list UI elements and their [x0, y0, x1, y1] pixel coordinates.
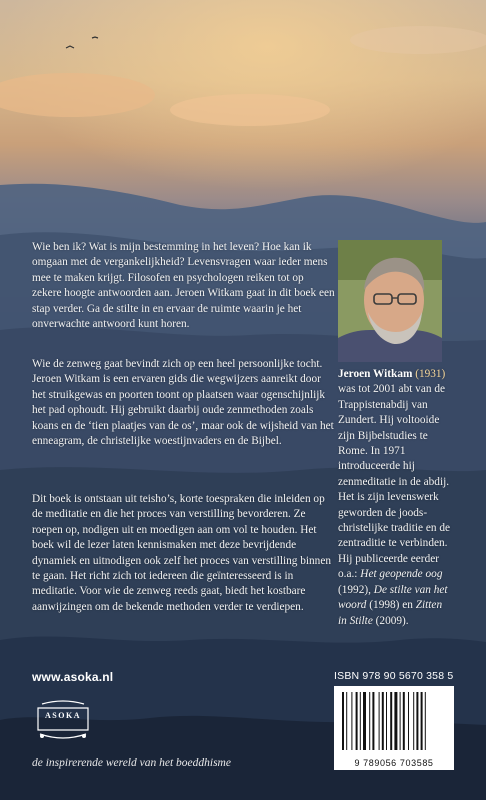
- bio-end: (2009).: [372, 614, 409, 627]
- barcode-digits: 9 789056 703585: [354, 758, 434, 768]
- asoka-logo-icon: [34, 700, 92, 742]
- author-photo: [338, 240, 442, 362]
- book-title-2: De stilte van het woord: [338, 583, 448, 612]
- author-birth-year: (1931): [415, 368, 446, 380]
- publisher-website[interactable]: www.asoka.nl: [32, 670, 114, 684]
- barcode: [334, 686, 454, 770]
- bio-separator-2: (1998) en: [366, 599, 416, 612]
- book-title-1: Het geopende oog: [360, 568, 443, 581]
- blurb-paragraph-3: Dit boek is ontstaan uit teisho’s, korte toespraken die inleiden op de meditatie en die het proces van verstilling bevorderen. Ze roepen op, nodigen uit en moedigen aan om vol te houden. Het boek wil de lezer laten kennismaken met deze bevrijdende dynamiek en uitnodigen ook zelf het proces van verstilling binnen te gaan. Het richt zich tot iedereen die geïnteresseerd is in meditatie. Voor wie de zenweg reeds gaat, biedt het kostbare aanwijzingen om de bekende methoden verder te verdiepen.: [32, 493, 331, 613]
- author-name: Jeroen Witkam: [338, 368, 413, 380]
- blurb-paragraph-1: Wie ben ik? Wat is mijn bestemming in het leven? Hoe kan ik omgaan met de vergankelijkheid? Levensvragen waar ieder mens mee te maken krijgt. Filosofen en psychologen reiken tot op zekere hoogte antwoorden aan. Jeroen Witkam gaat in dit boek een stap verder. Ga de stilte in en ervaar de ruimte waarin je het onverwachte antwoord kunt horen.: [32, 241, 335, 331]
- bio-separator-1: (1992),: [338, 583, 374, 596]
- publisher-tagline: de inspirerende wereld van het boeddhisme: [32, 757, 231, 769]
- bio-text: was tot 2001 abt van de Trappistenabdij van Zundert. Hij voltooide zijn Bijbelstudies te Rome. In 1971 introduceerde hij zenmeditatie in de abdij. Het is zijn levenswerk geworden de joods-christelijke traditie en de zentraditie te verbinden. Hij publiceerde eerder o.a.:: [338, 383, 450, 581]
- barcode-bars: [334, 686, 454, 756]
- blurb-paragraph-2: Wie de zenweg gaat bevindt zich op een heel persoonlijke tocht. Jeroen Witkam is een ervaren gids die wegwijzers aanreikt door het struikgewas en poorten toont op plaatsen waar ogenschijnlijk het pad ophoudt. Hij gebruikt daarbij oude zenmethoden zoals koans en de ‘tien plaatjes van de os’, maar ook de wijsheid van het enneagram, de christelijke woestijnvaders en de Bijbel.: [32, 358, 334, 448]
- isbn-label: ISBN 978 90 5670 358 5: [334, 670, 454, 682]
- logo-text: ASOKA: [45, 711, 81, 720]
- book-title-3: Zitten in Stilte: [338, 599, 443, 627]
- author-bio: [338, 367, 452, 629]
